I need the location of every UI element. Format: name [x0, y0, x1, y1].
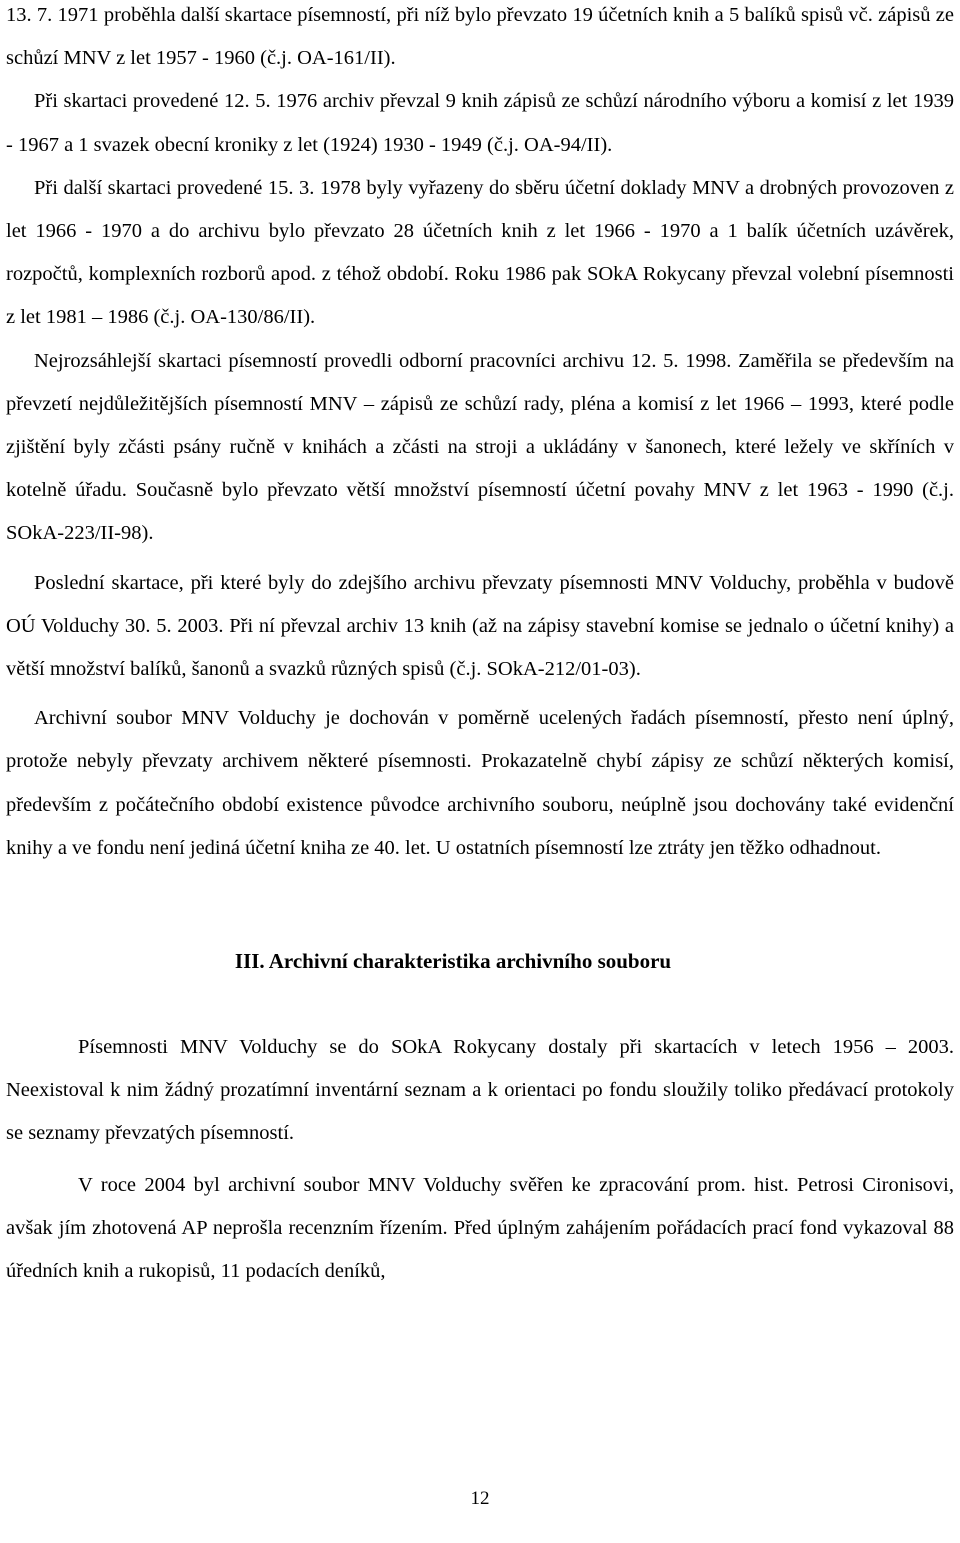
section-spacer [6, 983, 954, 1026]
paragraph-skartace-1978: Při další skartaci provedené 15. 3. 1978 byly vyřazeny do sběru účetní doklady MNV a drobných provozoven z let 1966 - 1970 a do archivu bylo převzato 28 účetních knih z let 1966 - 1970 a 1 balík účetních uzávěrek, rozpočtů, komplexních rozborů apod. z téhož období. Roku 1986 pak SOkA Rokycany převzal volební písemnosti z let 1981 – 1986 (č.j. OA-130/86/II). [6, 176, 954, 329]
paragraph-skartace-1971: 13. 7. 1971 proběhla další skartace písemností, při níž bylo převzato 19 účetních knih a 5 balíků spisů vč. zápisů ze schůzí MNV z let 1957 - 1960 (č.j. OA-161/II). [6, 4, 954, 70]
paragraph-zpracovani: V roce 2004 byl archivní soubor MNV Volduchy svěřen ke zpracování prom. hist. Petrosi Cironisovi, avšak jím zhotovená AP neprošla recenzním řízením. Před úplným zahájením pořádacích prací fond vykazoval 88 úředních knih a rukopisů, 11 podacích deníků, [6, 1173, 954, 1283]
paragraph-dochovanost: Archivní soubor MNV Volduchy je dochován v poměrně ucelených řadách písemností, přesto není úplný, protože nebyly převzaty archivem některé písemnosti. Prokazatelně chybí zápisy ze schůzí některých komisí, především z počátečního období existence původce archivního souboru, neúplně jsou dochovány také evidenční knihy a ve fondu není jediná účetní kniha ze 40. let. U ostatních písemností lze ztráty jen těžko odhadnout. [6, 707, 954, 859]
paragraph-skartace-1998: Nejrozsáhlejší skartaci písemností provedli odborní pracovníci archivu 12. 5. 1998. Zaměřila se především na převzetí nejdůležitějších písemností MNV – zápisů ze schůzí rady, pléna a komisí z let 1966 – 1993, které podle zjištění byly zčásti psány ručně v knihách a zčásti na stroji a ukládány v šanonech, které ležely ve skříních v kotelně úřadu. Současně bylo převzato větší množství písemností účetní povahy MNV z let 1963 - 1990 (č.j. SOkA-223/II-98). [6, 349, 954, 545]
page-number: 12 [470, 1488, 490, 1509]
section-spacer [6, 870, 954, 940]
paragraph-skartace-2003: Poslední skartace, při které byly do zdejšího archivu převzaty písemnosti MNV Volduchy, proběhla v budově OÚ Volduchy 30. 5. 2003. Při ní převzal archiv 13 knih (až na zápisy stavební komise se jednalo o účetní knihy) a větší množství balíků, šanonů a svazků různých spisů (č.j. SOkA-212/01-03). [6, 571, 954, 681]
section-heading: III. Archivní charakteristika archivního souboru [234, 949, 672, 974]
paragraph-pisemnosti: Písemnosti MNV Volduchy se do SOkA Rokycany dostaly při skartacích v letech 1956 – 2003. Neexistoval k nim žádný prozatímní inventární seznam a k orientaci po fondu sloužily toliko předávací protokoly se seznamy převzatých písemností. [6, 1036, 954, 1145]
paragraph-skartace-1976: Při skartaci provedené 12. 5. 1976 archiv převzal 9 knih zápisů ze schůzí národního výboru a komisí z let 1939 - 1967 a 1 svazek obecní kroniky z let (1924) 1930 - 1949 (č.j. OA-94/II). [6, 90, 954, 156]
